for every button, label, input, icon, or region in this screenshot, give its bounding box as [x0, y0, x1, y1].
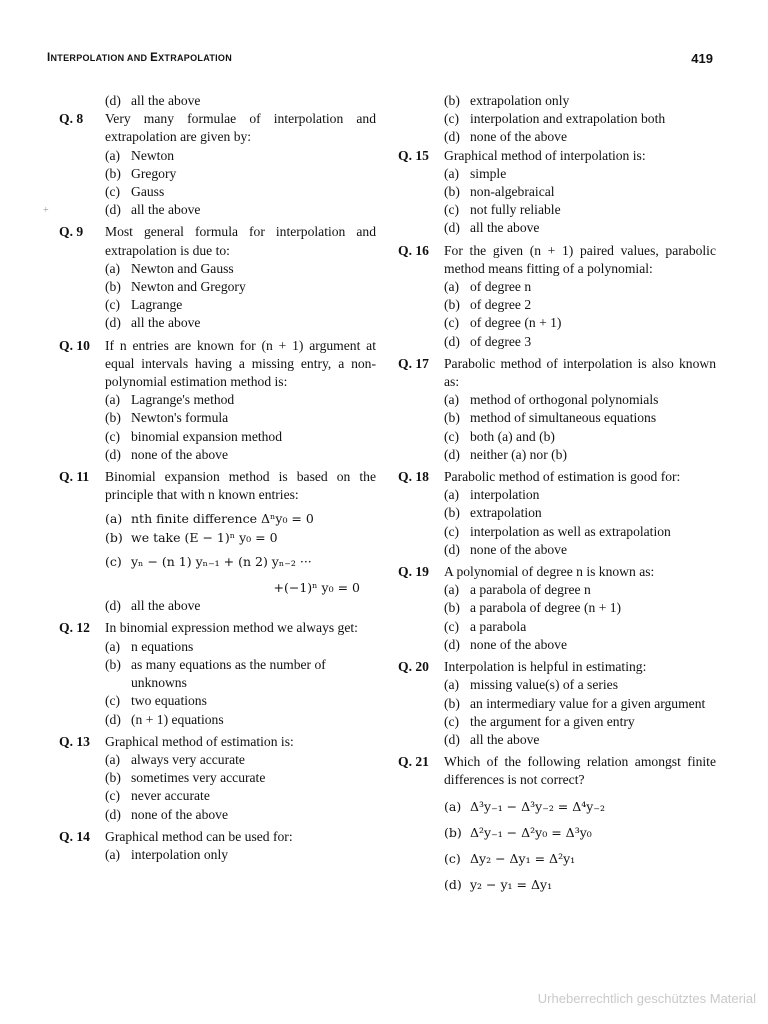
question-text: Graphical method of interpolation is: [444, 147, 646, 163]
question-number: Q. 18 [398, 469, 429, 485]
question-number: Q. 10 [59, 337, 90, 353]
question-number: Q. 13 [59, 733, 90, 749]
option-c: (c) two equations [105, 693, 207, 709]
question-9 [59, 223, 376, 332]
question-text: Which of the following relation amongst finite differences is not correct? [444, 754, 716, 788]
question-14 [59, 828, 376, 864]
option-b: (b) as many equations as the number of unknowns [105, 656, 326, 691]
option-c: (c) Δy₂ − Δy₁ = Δ²y₁ [444, 850, 576, 866]
continued-options [444, 92, 716, 147]
option-d: (d) all the above [105, 315, 201, 331]
option-a: (a) Δ³y₋₁ − Δ³y₋₂ = Δ⁴y₋₂ [444, 798, 605, 814]
question-text: Very many formulae of interpolation and extrapolation are given by: [105, 111, 376, 145]
option-c: (c) Gauss [105, 184, 165, 200]
question-number: Q. 17 [398, 355, 429, 371]
option-a: (a) a parabola of degree n [444, 582, 591, 598]
option-a: (a) missing value(s) of a series [444, 677, 618, 693]
option-d: (d) (n + 1) equations [105, 711, 224, 727]
question-text: Interpolation is helpful in estimating: [444, 659, 647, 675]
option-b: (b) extrapolation only [444, 93, 570, 108]
question-number: Q. 21 [398, 754, 429, 770]
running-header [47, 52, 713, 70]
question-number: Q. 11 [59, 469, 90, 485]
question-11 [59, 468, 376, 615]
option-d: (d) none of the above [444, 636, 568, 652]
question-number: Q. 16 [398, 242, 429, 258]
option-c: (c) interpolation as well as extrapolation [444, 523, 671, 539]
question-number: Q. 12 [59, 620, 90, 636]
option-a: (a) Newton [105, 147, 175, 163]
option-c: (c) interpolation and extrapolation both [444, 111, 666, 127]
option-b: (b) we take (E − 1)ⁿ y₀ = 0 [105, 529, 278, 545]
option-c-continued: +(−1)ⁿ y₀ = 0 [273, 580, 360, 596]
question-text: In binomial expression method we always get: [105, 620, 358, 636]
option-b: (b) a parabola of degree (n + 1) [444, 600, 622, 616]
option-b: (b) an intermediary value for a given argument [444, 695, 706, 711]
question-13 [59, 733, 376, 824]
option-d: (d) none of the above [105, 806, 229, 822]
option-a: (a) of degree n [444, 279, 532, 295]
left-column [59, 92, 376, 868]
option-d: (d) y₂ − y₁ = Δy₁ [444, 877, 553, 893]
question-text: Graphical method of estimation is: [105, 733, 294, 749]
option-a: (a) Lagrange's method [105, 392, 235, 408]
question-18 [398, 468, 716, 559]
question-number: Q. 14 [59, 828, 90, 844]
option-b: (b) Newton and Gregory [105, 279, 246, 295]
option-d: (d) of degree 3 [444, 333, 532, 349]
option-c: (c) yₙ − (n 1) yₙ₋₁ + (n 2) yₙ₋₂ ··· [105, 553, 312, 569]
question-number: Q. 20 [398, 659, 429, 675]
question-text: Graphical method can be used for: [105, 828, 293, 844]
continued-options [59, 92, 376, 110]
question-8 [59, 110, 376, 219]
option-c: (c) binomial expansion method [105, 428, 283, 444]
option-b: (b) extrapolation [444, 505, 542, 521]
question-21 [398, 753, 716, 894]
option-c: (c) both (a) and (b) [444, 428, 555, 444]
chapter-title: INTERPOLATION AND EXTRAPOLATION [47, 52, 233, 64]
question-number: Q. 8 [59, 111, 84, 127]
question-text: Parabolic method of interpolation is also known as: [444, 355, 716, 390]
right-column [398, 92, 716, 898]
option-a: (a) method of orthogonal polynomials [444, 392, 659, 408]
question-number: Q. 15 [398, 147, 429, 163]
question-15 [398, 147, 716, 238]
option-b: (b) of degree 2 [444, 297, 532, 313]
option-a: (a) nth finite difference Δⁿy₀ = 0 [105, 511, 314, 527]
question-text: Most general formula for interpolation and extrapolation is due to: [105, 224, 376, 258]
question-12 [59, 619, 376, 728]
page-number: 419 [691, 51, 713, 66]
margin-mark: + [43, 205, 49, 216]
watermark: Urheberrechtlich geschütztes Material [537, 991, 756, 1006]
option-d: (d) all the above [105, 202, 201, 218]
option-a: (a) n equations [105, 638, 194, 654]
option-a: (a) interpolation [444, 487, 540, 503]
option-c: (c) never accurate [105, 788, 210, 804]
question-number: Q. 9 [59, 224, 84, 240]
option-b: (b) Gregory [105, 165, 177, 181]
option-d: (d) all the above [444, 220, 540, 236]
option-d: (d) none of the above [444, 129, 568, 145]
question-10 [59, 337, 376, 464]
question-19 [398, 563, 716, 654]
option-a: (a) interpolation only [105, 846, 229, 862]
option-d: (d) all the above [105, 598, 201, 614]
option-b: (b) non-algebraical [444, 184, 555, 200]
option-a: (a) simple [444, 165, 507, 181]
option-c: (c) not fully reliable [444, 202, 561, 218]
option-a: (a) Newton and Gauss [105, 260, 234, 276]
option-d: (d) none of the above [444, 541, 568, 557]
option-c: (c) a parabola [444, 618, 527, 634]
question-20 [398, 658, 716, 749]
question-17 [398, 355, 716, 464]
option-d: (d) all the above [105, 93, 201, 108]
option-c: (c) Lagrange [105, 297, 183, 313]
question-text: Parabolic method of estimation is good for: [444, 469, 681, 485]
option-b: (b) sometimes very accurate [105, 770, 266, 786]
option-d: (d) all the above [444, 731, 540, 747]
option-d: (d) neither (a) nor (b) [444, 446, 567, 462]
option-b: (b) Δ²y₋₁ − Δ²y₀ = Δ³y₀ [444, 824, 592, 840]
option-c: (c) of degree (n + 1) [444, 315, 562, 331]
option-c: (c) the argument for a given entry [444, 713, 635, 729]
question-16 [398, 242, 716, 351]
question-text: A polynomial of degree n is known as: [444, 564, 655, 580]
question-text: Binomial expansion method is based on the principle that with n known entries: [105, 469, 376, 503]
option-b: (b) method of simultaneous equations [444, 410, 657, 426]
option-b: (b) Newton's formula [105, 410, 229, 426]
question-number: Q. 19 [398, 564, 429, 580]
question-text: For the given (n + 1) paired values, parabolic method means fitting of a polynomial: [444, 242, 716, 276]
option-a: (a) always very accurate [105, 751, 245, 767]
option-d: (d) none of the above [105, 446, 229, 462]
question-text: If n entries are known for (n + 1) argument at equal intervals having a missing entry, a non-polynomial estimation method is: [105, 337, 376, 390]
